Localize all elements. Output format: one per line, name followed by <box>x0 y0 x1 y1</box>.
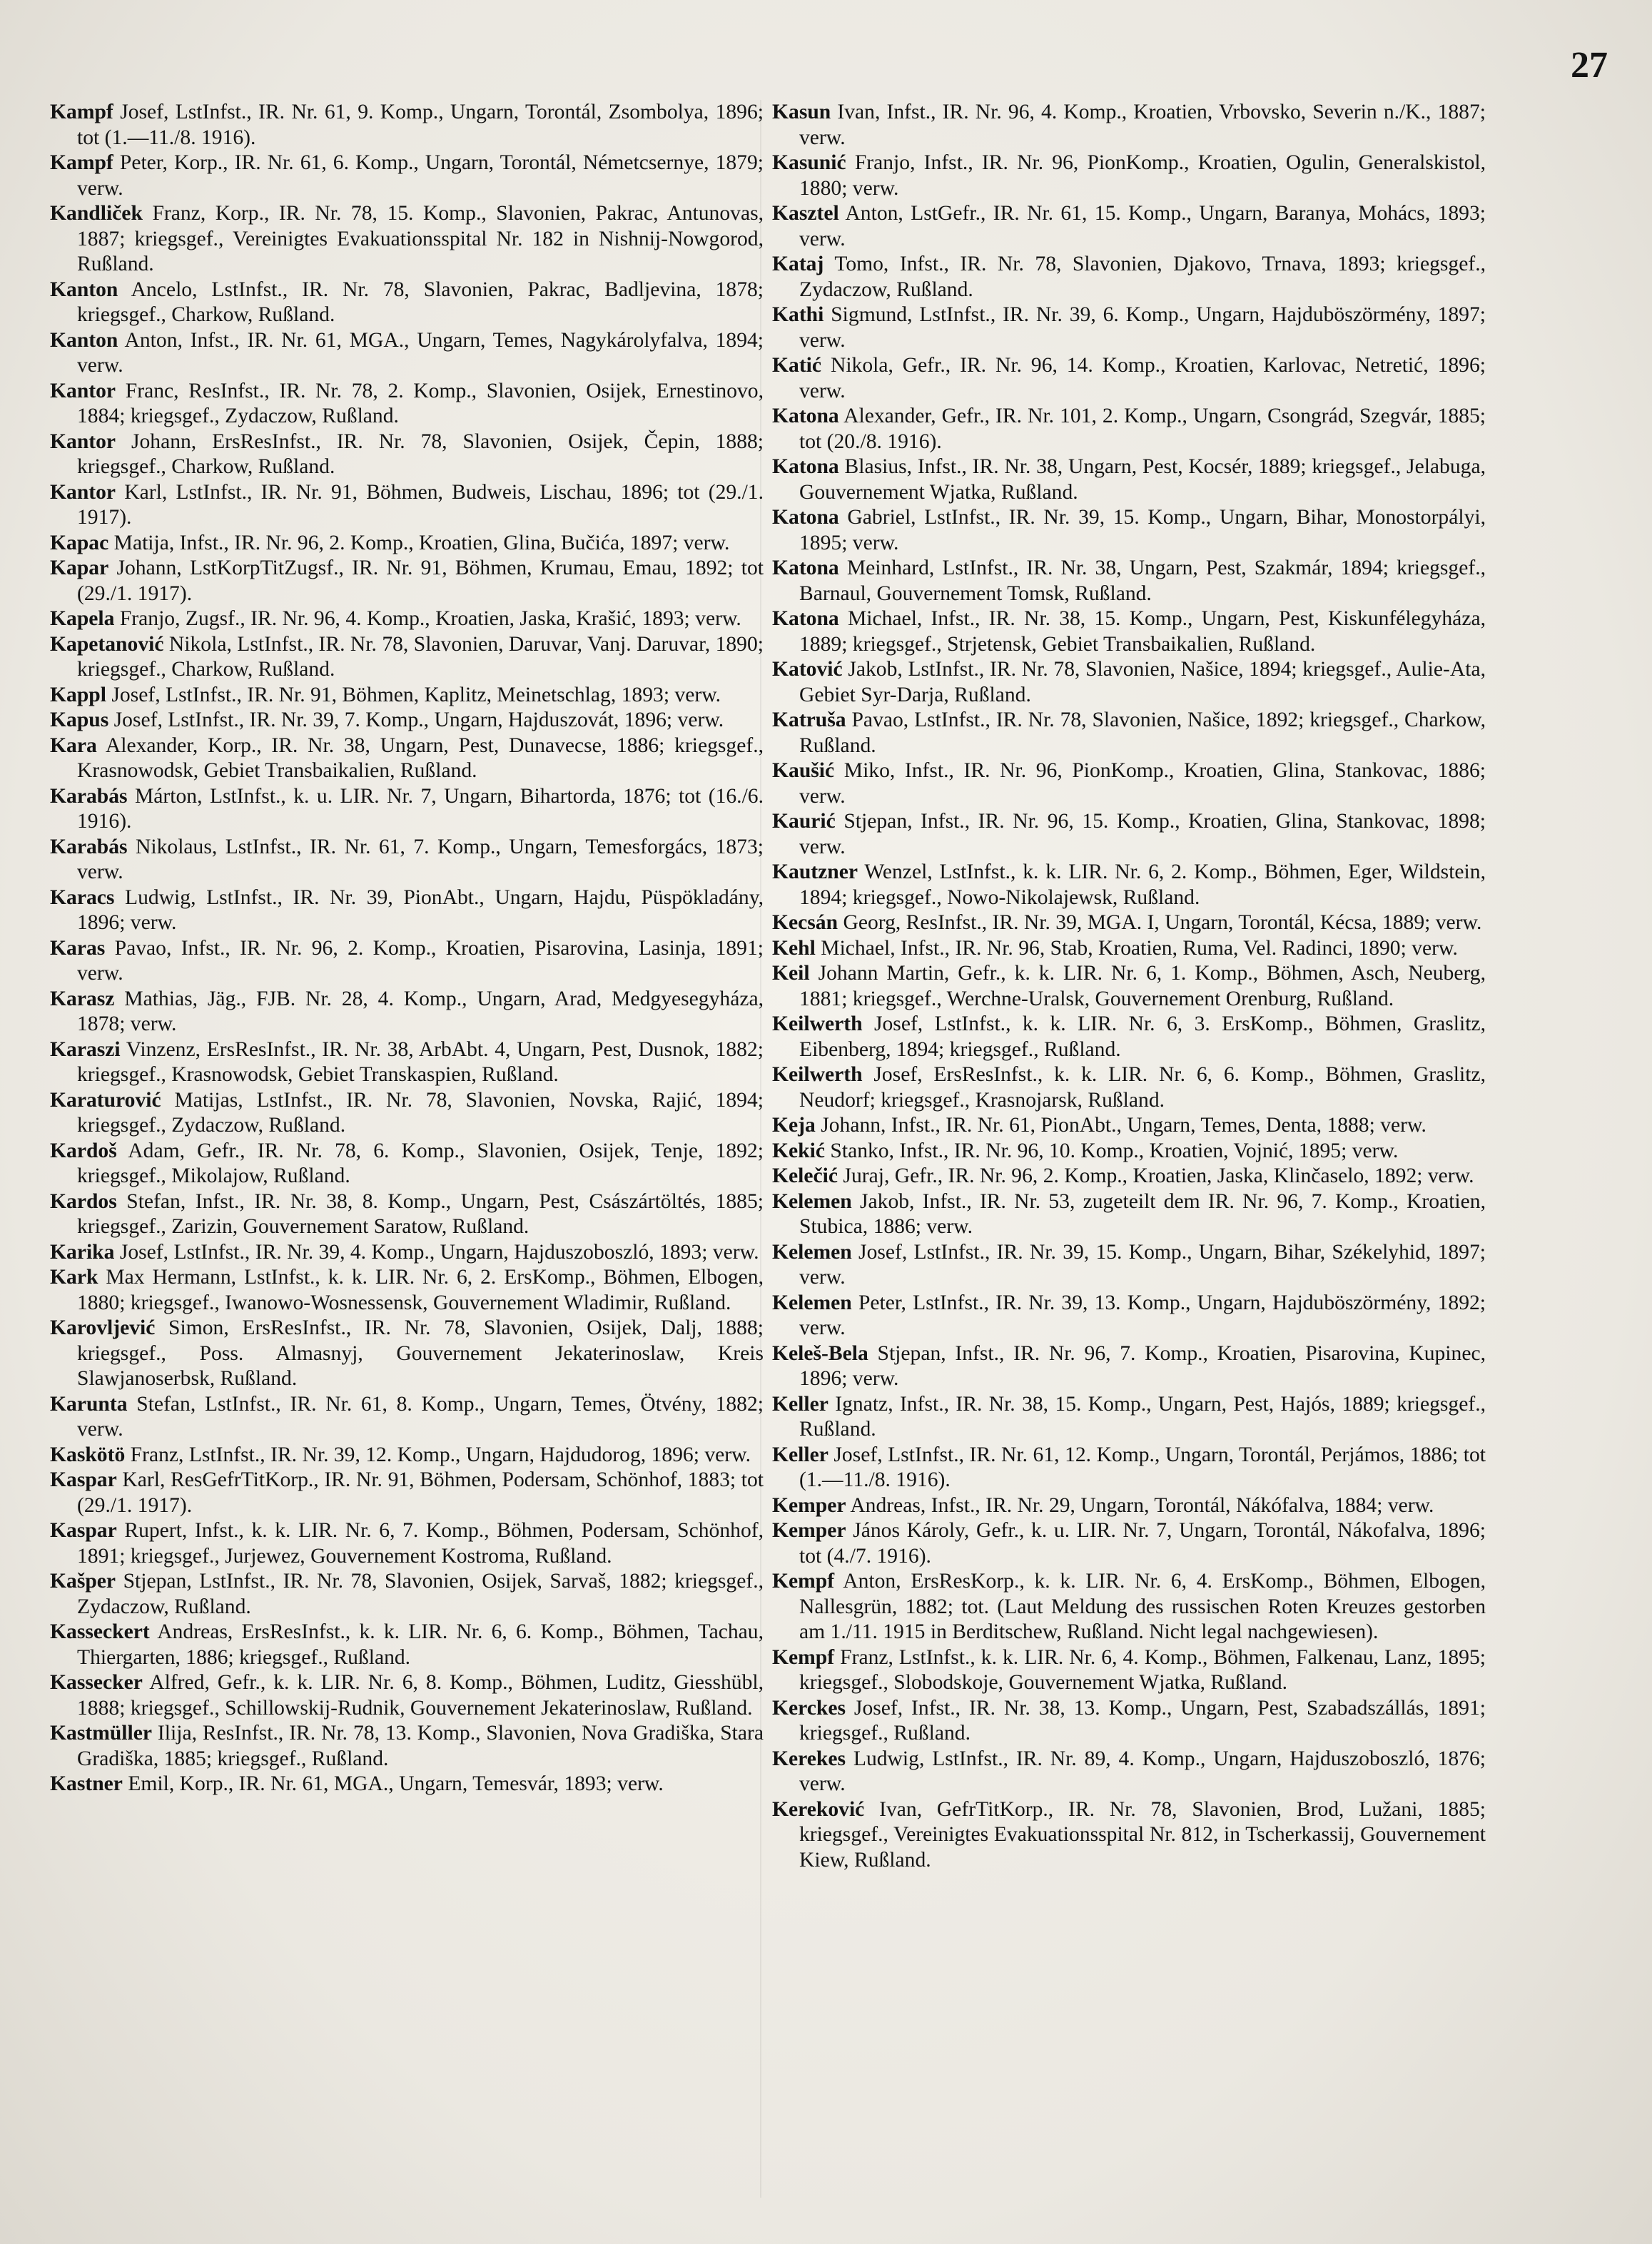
register-entry <box>772 910 1486 936</box>
register-entry <box>50 1189 764 1240</box>
register-entry <box>772 1797 1486 1874</box>
entry-surname: Kandliček <box>50 202 143 225</box>
entry-surname: Kautzner <box>772 860 858 883</box>
entry-details: Alfred, Gefr., k. k. LIR. Nr. 6, 8. Komp., Böhmen, Luditz, Giesshübl, 1888; kriegsgef., Schillowskij-Rudnik, Gouvernement Jekaterinoslaw, Rußland. <box>77 1671 764 1720</box>
page-number: 27 <box>1571 45 1608 86</box>
entry-details: Meinhard, LstInfst., IR. Nr. 38, Ungarn, Pest, Szakmár, 1894; kriegsgef., Barnaul, Gouvernement Tomsk, Rußland. <box>799 557 1486 605</box>
register-entry <box>50 683 764 709</box>
entry-details: Johann Martin, Gefr., k. k. LIR. Nr. 6, 1. Komp., Böhmen, Asch, Neuberg, 1881; kriegsgef., Werchne-Uralsk, Gouvernement Orenburg, Rußland. <box>799 962 1486 1010</box>
entry-details: Adam, Gefr., IR. Nr. 78, 6. Komp., Slavonien, Osijek, Tenje, 1892; kriegsgef., Mikolajow, Rußland. <box>77 1139 764 1187</box>
entry-surname: Kapus <box>50 709 109 731</box>
entry-details: Josef, LstInfst., IR. Nr. 39, 4. Komp., Ungarn, Hajduszoboszló, 1893; verw. <box>119 1240 759 1264</box>
entry-details: Franjo, Zugsf., IR. Nr. 96, 4. Komp., Kroatien, Jaska, Krašić, 1893; verw. <box>119 607 741 630</box>
entry-surname: Kemper <box>772 1493 846 1517</box>
entry-surname: Kasseckert <box>50 1620 150 1643</box>
entry-surname: Kempf <box>772 1645 835 1669</box>
entry-surname: Karas <box>50 936 106 960</box>
entry-details: Wenzel, LstInfst., k. k. LIR. Nr. 6, 2. Komp., Böhmen, Eger, Wildstein, 1894; kriegsgef., Nowo-Nikolajewsk, Rußland. <box>799 860 1486 909</box>
register-entry <box>50 733 764 784</box>
entry-details: Johann, LstKorpTitZugsf., IR. Nr. 91, Böhmen, Krumau, Emau, 1892; tot (29./1. 1917). <box>77 557 764 605</box>
register-entry <box>772 1493 1486 1519</box>
entry-surname: Katović <box>772 658 843 681</box>
register-entry <box>772 809 1486 860</box>
entry-details: Ivan, Infst., IR. Nr. 96, 4. Komp., Kroatien, Vrbovsko, Severin n./K., 1887; verw. <box>799 101 1486 149</box>
register-entry <box>772 1645 1486 1696</box>
register-entry <box>50 606 764 632</box>
entry-details: Ludwig, LstInfst., IR. Nr. 39, PionAbt., Ungarn, Hajdu, Püspökladány, 1896; verw. <box>77 885 764 934</box>
entry-details: Ludwig, LstInfst., IR. Nr. 89, 4. Komp., Ungarn, Hajduszoboszló, 1876; verw. <box>799 1747 1486 1795</box>
entry-details: Nikolaus, LstInfst., IR. Nr. 61, 7. Komp., Ungarn, Temesforgács, 1873; verw. <box>77 835 764 883</box>
register-entry <box>772 1569 1486 1645</box>
register-entry <box>772 1341 1486 1392</box>
entry-surname: Karaszi <box>50 1037 121 1061</box>
entry-surname: Kaurić <box>772 810 836 833</box>
entry-surname: Keja <box>772 1114 816 1137</box>
entry-surname: Kereković <box>772 1797 865 1821</box>
register-entry <box>50 987 764 1037</box>
register-entry <box>772 1240 1486 1291</box>
register-entry <box>50 1316 764 1392</box>
right-column <box>772 100 1486 2212</box>
entry-details: Michael, Infst., IR. Nr. 96, Stab, Kroatien, Ruma, Vel. Radinci, 1890; verw. <box>821 936 1458 960</box>
entry-details: Michael, Infst., IR. Nr. 38, 15. Komp., Ungarn, Pest, Kiskunfélegyháza, 1889; kriegsgef., Strjetensk, Gebiet Transbaikalien, Rußland. <box>799 607 1486 656</box>
entry-details: Josef, LstInfst., IR. Nr. 39, 15. Komp., Ungarn, Bihar, Székelyhid, 1897; verw. <box>799 1240 1486 1289</box>
entry-details: Matijas, LstInfst., IR. Nr. 78, Slavonien, Novska, Rajić, 1894; kriegsgef., Zydaczow, Rußland. <box>77 1088 764 1137</box>
entry-surname: Kassecker <box>50 1671 143 1694</box>
entry-surname: Karasz <box>50 987 115 1010</box>
entry-surname: Keil <box>772 962 810 985</box>
entry-surname: Kara <box>50 733 97 757</box>
register-entry <box>50 1620 764 1670</box>
entry-details: Karl, LstInfst., IR. Nr. 91, Böhmen, Budweis, Lischau, 1896; tot (29./1. 1917). <box>77 480 764 529</box>
entry-details: Max Hermann, LstInfst., k. k. LIR. Nr. 6, 2. ErsKomp., Böhmen, Elbogen, 1880; kriegsgef., Iwanowo-Wosnessensk, Gouvernement Wladimir, Rußland. <box>77 1266 764 1314</box>
register-entry <box>772 556 1486 606</box>
entry-details: Stjepan, LstInfst., IR. Nr. 78, Slavonien, Osijek, Sarvaš, 1882; kriegsgef., Zydaczow, Rußland. <box>77 1570 764 1618</box>
entry-surname: Karabás <box>50 835 128 858</box>
entry-details: Ancelo, LstInfst., IR. Nr. 78, Slavonien, Pakrac, Badljevina, 1878; kriegsgef., Charkow, Rußland. <box>77 278 764 326</box>
entry-details: Ivan, GefrTitKorp., IR. Nr. 78, Slavonien, Brod, Lužani, 1885; kriegsgef., Vereinigtes Evakuationsspital Nr. 812, in Tscherkassij, Gouvernement Kiew, Rußland. <box>799 1797 1486 1872</box>
register-entry <box>772 1062 1486 1113</box>
entry-details: Stanko, Infst., IR. Nr. 96, 10. Komp., Kroatien, Vojnić, 1895; verw. <box>830 1139 1399 1162</box>
entry-details: Sigmund, LstInfst., IR. Nr. 39, 6. Komp., Ungarn, Hajduböszörmény, 1897; verw. <box>799 303 1486 352</box>
register-entry <box>772 1747 1486 1797</box>
entry-details: Franz, LstInfst., k. k. LIR. Nr. 6, 4. Komp., Böhmen, Falkenau, Lanz, 1895; kriegsgef., Slobodskoje, Gouvernement Wjatka, Rußland. <box>799 1645 1486 1694</box>
entry-surname: Kapetanović <box>50 632 164 656</box>
register-entry <box>50 1518 764 1569</box>
entry-surname: Keilwerth <box>772 1063 863 1086</box>
left-column <box>50 100 764 2212</box>
entry-surname: Karika <box>50 1240 115 1264</box>
register-entry <box>772 708 1486 758</box>
entry-details: Márton, LstInfst., k. u. LIR. Nr. 7, Ungarn, Bihartorda, 1876; tot (16./6. 1916). <box>77 784 764 833</box>
entry-details: Gabriel, LstInfst., IR. Nr. 39, 15. Komp., Ungarn, Bihar, Monostorpályi, 1895; verw. <box>799 506 1486 554</box>
entry-details: Peter, Korp., IR. Nr. 61, 6. Komp., Ungarn, Torontál, Németcsernye, 1879; verw. <box>77 151 764 200</box>
register-entry <box>772 404 1486 455</box>
register-entry <box>50 531 764 557</box>
entry-details: Alexander, Gefr., IR. Nr. 101, 2. Komp., Ungarn, Csongrád, Szegvár, 1885; tot (20./8. 1916). <box>799 405 1486 453</box>
register-entry <box>50 278 764 328</box>
entry-details: Anton, ErsResKorp., k. k. LIR. Nr. 6, 4. ErsKomp., Böhmen, Elbogen, Nallesgrün, 1882; tot. (Laut Meldung des russischen Roten Kreuzes gestorben am 1./11. 1915 in Berditschew, Rußland. Nicht legal nachgewiesen). <box>799 1570 1486 1643</box>
register-entry <box>50 1468 764 1518</box>
entry-surname: Kekić <box>772 1139 825 1162</box>
entry-surname: Kasun <box>772 101 831 123</box>
entry-details: Matija, Infst., IR. Nr. 96, 2. Komp., Kroatien, Glina, Bučića, 1897; verw. <box>113 531 730 554</box>
entry-details: Pavao, Infst., IR. Nr. 96, 2. Komp., Kroatien, Pisarovina, Lasinja, 1891; verw. <box>77 936 764 985</box>
entry-details: Josef, LstInfst., k. k. LIR. Nr. 6, 3. ErsKomp., Böhmen, Graslitz, Eibenberg, 1894; kriegsgef., Rußland. <box>799 1012 1486 1061</box>
entry-surname: Keller <box>772 1392 828 1416</box>
entry-surname: Keleš-Bela <box>772 1341 868 1365</box>
entry-details: Franjo, Infst., IR. Nr. 96, PionKomp., Kroatien, Ogulin, Generalskistol, 1880; verw. <box>799 151 1486 200</box>
entry-details: Rupert, Infst., k. k. LIR. Nr. 6, 7. Komp., Böhmen, Podersam, Schönhof, 1891; kriegsgef., Jurjewez, Gouvernement Kostroma, Rußland. <box>77 1519 764 1568</box>
register-entry <box>772 1392 1486 1443</box>
entry-surname: Karovljević <box>50 1316 156 1339</box>
entry-surname: Keller <box>772 1443 828 1466</box>
register-entry <box>772 1696 1486 1747</box>
entry-details: Franz, LstInfst., IR. Nr. 39, 12. Komp., Ungarn, Hajdudorog, 1896; verw. <box>130 1443 751 1466</box>
entry-surname: Kapac <box>50 531 109 554</box>
register-entry <box>772 1012 1486 1062</box>
entry-details: Josef, LstInfst., IR. Nr. 91, Böhmen, Kaplitz, Meinetschlag, 1893; verw. <box>111 683 721 706</box>
entry-surname: Keilwerth <box>772 1012 863 1035</box>
entry-surname: Katić <box>772 354 822 377</box>
register-entry <box>772 455 1486 505</box>
register-entry <box>50 784 764 835</box>
entry-details: Miko, Infst., IR. Nr. 96, PionKomp., Kroatien, Glina, Stankovac, 1886; verw. <box>799 759 1486 808</box>
register-entry <box>772 505 1486 556</box>
register-entry <box>50 328 764 379</box>
register-entry <box>772 303 1486 353</box>
register-entry <box>772 353 1486 404</box>
register-entry <box>50 1443 764 1468</box>
register-entry <box>772 860 1486 910</box>
entry-surname: Kasunić <box>772 151 846 174</box>
entry-details: Peter, LstInfst., IR. Nr. 39, 13. Komp., Ungarn, Hajduböszörmény, 1892; verw. <box>799 1291 1486 1339</box>
register-entry <box>772 100 1486 151</box>
entry-details: Mathias, Jäg., FJB. Nr. 28, 4. Komp., Ungarn, Arad, Medgyesegyháza, 1878; verw. <box>77 987 764 1035</box>
entry-details: Andreas, ErsResInfst., k. k. LIR. Nr. 6, 6. Komp., Böhmen, Tachau, Thiergarten, 1886; kriegsgef., Rußland. <box>77 1620 764 1669</box>
entry-surname: Kastmüller <box>50 1722 153 1745</box>
entry-details: Nikola, Gefr., IR. Nr. 96, 14. Komp., Kroatien, Karlovac, Netretić, 1896; verw. <box>799 354 1486 402</box>
entry-surname: Kerekes <box>772 1747 846 1770</box>
register-entry <box>50 151 764 201</box>
entry-surname: Kelemen <box>772 1240 852 1264</box>
entry-details: Franz, Korp., IR. Nr. 78, 15. Komp., Slavonien, Pakrac, Antunovas, 1887; kriegsgef., Vereinigtes Evakuationsspital Nr. 182 in Nishnij-Nowgorod, Rußland. <box>77 202 764 275</box>
entry-details: Pavao, LstInfst., IR. Nr. 78, Slavonien, Našice, 1892; kriegsgef., Charkow, Rußland. <box>799 709 1486 757</box>
register-entry <box>50 1088 764 1139</box>
register-entry <box>772 252 1486 303</box>
register-entry <box>50 1265 764 1316</box>
register-entry <box>772 961 1486 1012</box>
entry-details: Simon, ErsResInfst., IR. Nr. 78, Slavonien, Osijek, Dalj, 1888; kriegsgef., Poss. Almasnyj, Gouvernement Jekaterinoslaw, Kreis Slawjanoserbsk, Rußland. <box>77 1316 764 1390</box>
entry-surname: Katona <box>772 405 839 427</box>
entry-details: Jakob, LstInfst., IR. Nr. 78, Slavonien, Našice, 1894; kriegsgef., Aulie-Ata, Gebiet Syr-Darja, Rußland. <box>799 658 1486 706</box>
register-entry <box>50 632 764 683</box>
register-entry <box>50 1139 764 1189</box>
entry-details: Anton, LstGefr., IR. Nr. 61, 15. Komp., Ungarn, Baranya, Mohács, 1893; verw. <box>799 202 1486 250</box>
register-entry <box>50 1670 764 1721</box>
entry-surname: Kaspar <box>50 1519 117 1542</box>
entry-details: Vinzenz, ErsResInfst., IR. Nr. 38, ArbAbt. 4, Ungarn, Pest, Dusnok, 1882; kriegsgef., Krasnowodsk, Gebiet Transkaspien, Rußland. <box>77 1037 764 1086</box>
register-entry <box>50 835 764 885</box>
entry-details: Stefan, Infst., IR. Nr. 38, 8. Komp., Ungarn, Pest, Császártöltés, 1885; kriegsgef., Zarizin, Gouvernement Saratow, Rußland. <box>77 1189 764 1238</box>
register-entry <box>50 936 764 987</box>
entry-surname: Kampf <box>50 151 113 174</box>
register-entry <box>772 1139 1486 1164</box>
register-entry <box>772 1518 1486 1569</box>
register-entry <box>50 1721 764 1772</box>
register-entry <box>50 100 764 151</box>
entry-surname: Kathi <box>772 303 824 326</box>
register-entry <box>772 1291 1486 1341</box>
entry-surname: Kardos <box>50 1189 117 1213</box>
register-entry <box>50 1240 764 1266</box>
entry-surname: Kapela <box>50 607 115 630</box>
entry-surname: Karacs <box>50 885 115 909</box>
entry-surname: Kelemen <box>772 1189 852 1213</box>
entry-surname: Karunta <box>50 1392 128 1416</box>
entry-surname: Kanton <box>50 328 118 352</box>
entry-details: Karl, ResGefrTitKorp., IR. Nr. 91, Böhmen, Podersam, Schönhof, 1883; tot (29./1. 1917). <box>77 1468 764 1517</box>
entry-surname: Kapar <box>50 557 109 579</box>
entry-details: Josef, LstInfst., IR. Nr. 61, 9. Komp., Ungarn, Torontál, Zsombolya, 1896; tot (1.—11./8. 1916). <box>77 101 764 149</box>
entry-details: Johann, ErsResInfst., IR. Nr. 78, Slavonien, Osijek, Čepin, 1888; kriegsgef., Charkow, Rußland. <box>77 430 764 478</box>
entry-details: Ignatz, Infst., IR. Nr. 38, 15. Komp., Ungarn, Pest, Hajós, 1889; kriegsgef., Rußland. <box>799 1392 1486 1441</box>
register-entry <box>50 556 764 606</box>
entry-details: Blasius, Infst., IR. Nr. 38, Ungarn, Pest, Kocsér, 1889; kriegsgef., Jelabuga, Gouvernement Wjatka, Rußland. <box>799 455 1486 504</box>
entry-surname: Kaskötö <box>50 1443 126 1466</box>
entry-surname: Kantor <box>50 480 116 504</box>
entry-details: Stjepan, Infst., IR. Nr. 96, 15. Komp., Kroatien, Glina, Stankovac, 1898; verw. <box>799 810 1486 858</box>
entry-surname: Kempf <box>772 1570 835 1593</box>
register-entry <box>772 201 1486 252</box>
register-entry <box>772 1164 1486 1189</box>
register-entry <box>50 1037 764 1088</box>
register-entry <box>50 1392 764 1443</box>
entry-surname: Kecsán <box>772 911 838 934</box>
entry-surname: Katona <box>772 607 839 630</box>
register-entry <box>772 606 1486 657</box>
entry-surname: Kašper <box>50 1570 116 1593</box>
entry-details: Georg, ResInfst., IR. Nr. 39, MGA. I, Ungarn, Torontál, Kécsa, 1889; verw. <box>843 911 1482 934</box>
entry-details: Josef, ErsResInfst., k. k. LIR. Nr. 6, 6. Komp., Böhmen, Graslitz, Neudorf; kriegsgef., Krasnojarsk, Rußland. <box>799 1063 1486 1112</box>
entry-surname: Kark <box>50 1266 98 1289</box>
register-entry <box>772 758 1486 809</box>
entry-surname: Kaspar <box>50 1468 117 1491</box>
entry-details: János Károly, Gefr., k. u. LIR. Nr. 7, Ungarn, Torontál, Nákofalva, 1896; tot (4./7. 1916). <box>799 1519 1486 1568</box>
entry-details: Nikola, LstInfst., IR. Nr. 78, Slavonien, Daruvar, Vanj. Daruvar, 1890; kriegsgef., Charkow, Rußland. <box>77 632 764 681</box>
register-entry <box>772 1113 1486 1139</box>
register-entry <box>772 657 1486 708</box>
entry-surname: Katona <box>772 506 839 529</box>
entry-details: Anton, Infst., IR. Nr. 61, MGA., Ungarn, Temes, Nagykárolyfalva, 1894; verw. <box>77 328 764 377</box>
entry-details: Andreas, Infst., IR. Nr. 29, Ungarn, Torontál, Nákófalva, 1884; verw. <box>850 1493 1434 1517</box>
entry-surname: Kappl <box>50 683 106 706</box>
entry-surname: Kantor <box>50 379 116 402</box>
register-entry <box>50 201 764 278</box>
entry-details: Stefan, LstInfst., IR. Nr. 61, 8. Komp., Ungarn, Temes, Ötvény, 1882; verw. <box>77 1392 764 1441</box>
register-entry <box>50 885 764 936</box>
entry-surname: Kehl <box>772 936 816 960</box>
entry-details: Josef, LstInfst., IR. Nr. 39, 7. Komp., Ungarn, Hajduszovát, 1896; verw. <box>113 709 724 731</box>
entry-surname: Kelečić <box>772 1164 838 1187</box>
entry-surname: Katruša <box>772 709 846 731</box>
entry-surname: Kasztel <box>772 202 839 225</box>
register-entry <box>772 1189 1486 1240</box>
entry-details: Tomo, Infst., IR. Nr. 78, Slavonien, Djakovo, Trnava, 1893; kriegsgef., Zydaczow, Rußland. <box>799 253 1486 301</box>
entry-details: Josef, LstInfst., IR. Nr. 61, 12. Komp., Ungarn, Torontál, Perjámos, 1886; tot (1.—11./8. 1916). <box>799 1443 1486 1491</box>
entry-details: Jakob, Infst., IR. Nr. 53, zugeteilt dem IR. Nr. 96, 7. Komp., Kroatien, Stubica, 1886; verw. <box>799 1189 1486 1238</box>
entry-details: Alexander, Korp., IR. Nr. 38, Ungarn, Pest, Dunavecse, 1886; kriegsgef., Krasnowodsk, Gebiet Transbaikalien, Rußland. <box>77 733 764 782</box>
entry-surname: Kastner <box>50 1772 123 1795</box>
entry-surname: Kelemen <box>772 1291 852 1314</box>
entry-surname: Kataj <box>772 253 824 275</box>
register-entry <box>772 1443 1486 1493</box>
entry-surname: Kerckes <box>772 1696 846 1720</box>
entry-surname: Kaušić <box>772 759 835 782</box>
entry-details: Franc, ResInfst., IR. Nr. 78, 2. Komp., Slavonien, Osijek, Ernestinovo, 1884; kriegsgef., Zydaczow, Rußland. <box>77 379 764 427</box>
entry-surname: Kampf <box>50 101 113 123</box>
entry-details: Josef, Infst., IR. Nr. 38, 13. Komp., Ungarn, Pest, Szabadszállás, 1891; kriegsgef., Rußland. <box>799 1696 1486 1745</box>
entry-surname: Kardoš <box>50 1139 117 1162</box>
register-entry <box>772 936 1486 962</box>
register-entry <box>50 1772 764 1797</box>
register-entry <box>50 708 764 733</box>
entry-surname: Katona <box>772 557 839 579</box>
entry-surname: Karaturović <box>50 1088 161 1112</box>
entry-details: Johann, Infst., IR. Nr. 61, PionAbt., Ungarn, Temes, Denta, 1888; verw. <box>821 1114 1427 1137</box>
register-entry <box>50 480 764 531</box>
entry-surname: Karabás <box>50 784 128 808</box>
entry-surname: Katona <box>772 455 839 478</box>
entry-surname: Kanton <box>50 278 118 301</box>
entry-details: Emil, Korp., IR. Nr. 61, MGA., Ungarn, Temesvár, 1893; verw. <box>128 1772 664 1795</box>
register-entry <box>50 1569 764 1620</box>
entry-details: Juraj, Gefr., IR. Nr. 96, 2. Komp., Kroatien, Jaska, Klinčaselo, 1892; verw. <box>843 1164 1474 1187</box>
entry-details: Stjepan, Infst., IR. Nr. 96, 7. Komp., Kroatien, Pisarovina, Kupinec, 1896; verw. <box>799 1341 1486 1390</box>
register-entry <box>50 430 764 480</box>
register-entry <box>772 151 1486 201</box>
entry-surname: Kemper <box>772 1519 846 1542</box>
entry-details: Ilija, ResInfst., IR. Nr. 78, 13. Komp., Slavonien, Nova Gradiška, Stara Gradiška, 1885; kriegsgef., Rußland. <box>77 1722 764 1770</box>
register-entry <box>50 379 764 430</box>
entry-surname: Kantor <box>50 430 116 453</box>
